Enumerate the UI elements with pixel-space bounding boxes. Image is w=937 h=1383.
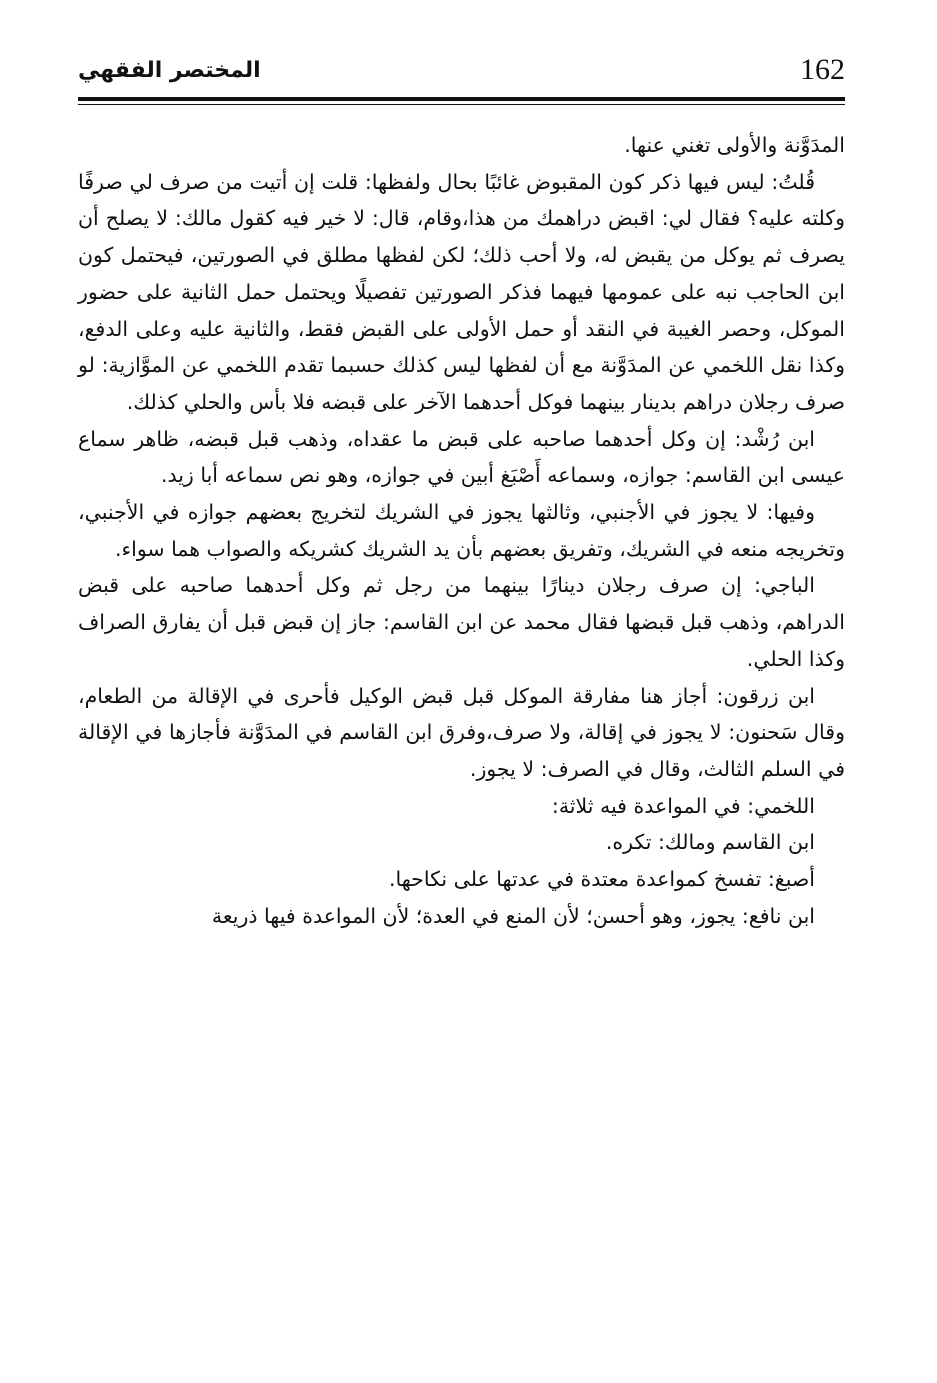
header-rule-thick bbox=[78, 97, 845, 101]
body-text bbox=[78, 127, 845, 934]
page-header bbox=[78, 50, 845, 94]
paragraph-4: وفيها: لا يجوز في الأجنبي، وثالثها يجوز في الشريك لتخريج بعضهم جوازه في الأجنبي، وتخريجه منعه في الشريك، وتفريق بعضهم بأن يد الشريك كشريكه والصواب هما سواء. bbox=[78, 500, 845, 561]
paragraph-1: المدَوَّنة والأولى تغني عنها. bbox=[624, 133, 845, 157]
paragraph-9: أصبغ: تفسخ كمواعدة معتدة في عدتها على نكاحها. bbox=[388, 867, 815, 892]
running-title: المختصر الفقهي bbox=[78, 58, 261, 83]
header-rule-thin bbox=[78, 104, 845, 105]
paragraph-3: ابن رُشْد: إن وكل أحدهما صاحبه على قبض ما عقداه، وذهب قبل قبضه، ظاهر سماع عيسى ابن القاسم: جوازه، وسماعه أَصْبَغ أبين في جوازه، وهو نص سماعه أبا زيد. bbox=[78, 426, 845, 488]
paragraph-5: الباجي: إن صرف رجلان دينارًا بينهما من رجل ثم وكل أحدهما صاحبه على قبض الدراهم، وذهب قبل قبضها فقال محمد عن ابن القاسم: جاز إن قبض قبل أن يفارق الصراف وكذا الحلي. bbox=[78, 573, 845, 671]
paragraph-10: ابن نافع: يجوز، وهو أحسن؛ لأن المنع في العدة؛ لأن المواعدة فيها ذريعة bbox=[211, 903, 815, 928]
page-number: 162 bbox=[800, 53, 845, 86]
paragraph-2: قُلتُ: ليس فيها ذكر كون المقبوض غائبًا بحال ولفظها: قلت إن أتيت من صرف لي صرفًا وكلته عليه؟ فقال لي: اقبض دراهمك من هذا،وقام، قال: لا خير فيه كقول مالك: لا يصلح أن يصرف ثم يوكل من يقبض له، ولا أحب ذلك؛ لكن لفظها مطلق في الصورتين، فيحتمل كون ابن الحاجب نبه على عمومها فيهما فذكر الصورتين تفصيلًا ويحتمل حمل الثانية على حضور الموكل، وحصر الغيبة في النقد أو حمل الأولى على القبض فقط، والثانية عليه وعلى الدفع، وكذا نقل اللخمي عن المدَوَّنة مع أن لفظها ليس كذلك حسبما تقدم اللخمي عن الموَّازية: لو صرف رجلان دراهم بدينار بينهما فوكل أحدهما الآخر على قبضه فلا بأس والحلي كذلك. bbox=[78, 169, 845, 414]
paragraph-8: ابن القاسم ومالك: تكره. bbox=[605, 830, 815, 855]
paragraph-6: ابن زرقون: أجاز هنا مفارقة الموكل قبل قبض الوكيل فأحرى في الإقالة من الطعام، وقال سَحنون: لا يجوز في إقالة، ولا صرف،وفرق ابن القاسم في المدَوَّنة فأجازها في الإقالة في السلم الثالث، وقال في الصرف: لا يجوز. bbox=[78, 683, 845, 781]
paragraph-7: اللخمي: في المواعدة فيه ثلاثة: bbox=[551, 793, 815, 818]
